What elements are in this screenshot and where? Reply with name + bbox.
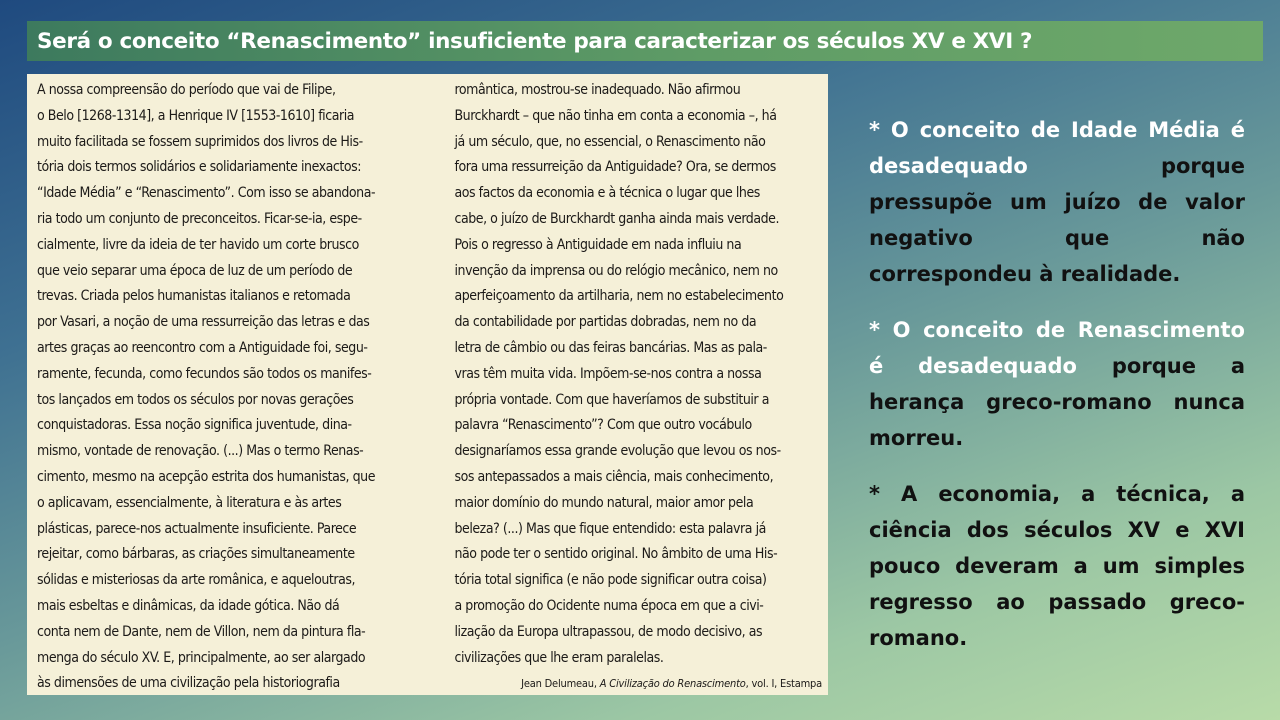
bullet-text: * A economia, a técnica, a: [869, 482, 1245, 506]
bullet-line: [869, 512, 1245, 548]
excerpt-line: tos lançados em todos os séculos por novas gerações: [37, 391, 354, 408]
citation-work: A Civilização do Renascimento: [599, 677, 746, 691]
scanned-text-excerpt: [27, 74, 828, 695]
excerpt-line: palavra “Renascimento”? Com que outro vocábulo: [454, 417, 752, 434]
excerpt-line: fora uma ressurreição da Antiguidade? Ora, se dermos: [454, 159, 776, 176]
excerpt-line: conta nem de Dante, nem de Villon, nem da pintura fla-: [37, 623, 366, 640]
bullet-text: morreu.: [869, 426, 964, 450]
bullet-line: [869, 420, 1245, 456]
excerpt-line: conquistadoras. Essa noção significa juventude, dina-: [37, 417, 352, 434]
excerpt-line: a promoção do Ocidente numa época em que a civi-: [454, 597, 764, 614]
excerpt-right-column: [454, 78, 822, 695]
bullet-point: [869, 112, 1245, 292]
bullet-highlight-text: desadequado: [869, 154, 1028, 178]
excerpt-line: invenção da imprensa ou do relógio mecânico, nem no: [454, 262, 778, 279]
excerpt-line: que veio separar uma época de luz de um período de: [37, 262, 353, 279]
excerpt-line: ria todo um conjunto de preconceitos. Ficar-se-ia, espe-: [37, 210, 362, 227]
excerpt-line: civilizações que lhe eram paralelas.: [454, 649, 664, 666]
bullet-line: [869, 312, 1245, 348]
bullet-text: correspondeu à realidade.: [869, 262, 1181, 286]
excerpt-line: letra de câmbio ou das feiras bancárias. Mas as pala-: [454, 339, 767, 356]
excerpt-line: cialmente, livre da ideia de ter havido um corte brusco: [37, 236, 359, 253]
bullet-line: [869, 348, 1245, 384]
excerpt-line: rejeitar, como bárbaras, as criações simultaneamente: [37, 546, 355, 563]
excerpt-line: “Idade Média” e “Renascimento”. Com isso se abandona-: [37, 185, 376, 202]
bullet-line: [869, 112, 1245, 148]
excerpt-line: já um século, que, no essencial, o Renascimento não: [454, 133, 766, 150]
bullet-highlight-text: * O conceito de Renascimento: [869, 318, 1245, 342]
bullet-highlight-text: * O conceito de Idade Média é: [869, 118, 1245, 142]
bullet-point: [869, 476, 1245, 656]
slide-title: Será o conceito “Renascimento” insuficiente para caracterizar os séculos XV e XVI ?: [37, 28, 1033, 54]
bullet-text: regresso ao passado greco-: [869, 590, 1245, 614]
excerpt-line: muito facilitada se fossem suprimidos dos livros de His-: [37, 133, 363, 150]
bullet-points: [869, 112, 1245, 676]
bullet-text: pouco deveram a um simples: [869, 554, 1245, 578]
excerpt-line: não pode ter o sentido original. No âmbito de uma His-: [454, 546, 778, 563]
excerpt-line: romântica, mostrou-se inadequado. Não afirmou: [454, 82, 741, 98]
excerpt-left-column: [37, 78, 416, 695]
excerpt-line: artes graças ao reencontro com a Antiguidade foi, segu-: [37, 339, 368, 356]
excerpt-line: da contabilidade por partidas dobradas, nem no da: [454, 314, 757, 331]
excerpt-line: cimento, mesmo na acepção estrita dos humanistas, que: [37, 468, 376, 485]
bullet-line: [869, 476, 1245, 512]
bullet-text: porque: [1160, 154, 1245, 178]
excerpt-line: o Belo [1268-1314], a Henrique IV [1553-1610] ficaria: [37, 107, 355, 124]
excerpt-line: própria vontade. Com que haveríamos de substituir a: [454, 391, 769, 408]
excerpt-line: aperfeiçoamento da artilharia, nem no estabelecimento: [454, 288, 784, 305]
bullet-line: [869, 256, 1245, 292]
bullet-line: [869, 620, 1245, 656]
excerpt-line: mais esbeltas e dinâmicas, da idade gótica. Não dá: [37, 597, 340, 614]
bullet-highlight-text: é desadequado: [869, 354, 1077, 378]
excerpt-line: lização da Europa ultrapassou, de modo decisivo, as: [454, 623, 763, 640]
excerpt-line: maior domínio do mundo natural, maior amor pela: [454, 494, 754, 511]
excerpt-line: o aplicavam, essencialmente, à literatura e às artes: [37, 494, 342, 511]
bullet-point: [869, 312, 1245, 456]
bullet-line: [869, 220, 1245, 256]
excerpt-line: vras têm muita vida. Impõem-se-nos contra a nossa: [454, 365, 762, 382]
citation-publisher: , vol. I, Estampa: [745, 677, 822, 691]
excerpt-citation: [454, 673, 822, 695]
excerpt-line: tória total significa (e não pode significar outra coisa): [454, 572, 767, 589]
excerpt-line: designaríamos essa grande evolução que levou os nos-: [454, 443, 781, 460]
title-bar: [27, 21, 1263, 61]
excerpt-line: A nossa compreensão do período que vai de Filipe,: [37, 82, 336, 98]
bullet-text: herança greco-romano nunca: [869, 390, 1245, 414]
bullet-text: pressupõe um juízo de valor: [869, 190, 1245, 214]
bullet-text: porque a: [1111, 354, 1246, 378]
excerpt-line: sólidas e misteriosas da arte românica, e aqueloutras,: [37, 572, 355, 589]
excerpt-line: trevas. Criada pelos humanistas italianos e retomada: [37, 288, 351, 305]
citation-author: Jean Delumeau,: [521, 677, 600, 691]
excerpt-line: menga do século XV. E, principalmente, ao ser alargado: [37, 649, 366, 666]
excerpt-line: sos antepassados a mais ciência, mais conhecimento,: [454, 468, 774, 485]
excerpt-line: aos factos da economia e à técnica o lugar que lhes: [454, 185, 760, 202]
bullet-line: [869, 184, 1245, 220]
excerpt-line: ramente, fecunda, como fecundos são todos os manifes-: [37, 365, 372, 382]
excerpt-line: beleza? (...) Mas que fique entendido: esta palavra já: [454, 520, 766, 537]
excerpt-line: cabe, o juízo de Burckhardt ganha ainda mais verdade.: [454, 210, 780, 227]
excerpt-line: plásticas, parece-nos actualmente insuficiente. Parece: [37, 520, 357, 537]
bullet-line: [869, 384, 1245, 420]
excerpt-line: por Vasari, a noção de uma ressurreição das letras e das: [37, 314, 370, 331]
bullet-text: ciência dos séculos XV e XVI: [869, 518, 1245, 542]
bullet-text: negativo que não: [869, 226, 1245, 250]
bullet-line: [869, 584, 1245, 620]
bullet-line: [869, 548, 1245, 584]
excerpt-line: Burckhardt – que não tinha em conta a economia –, há: [454, 107, 777, 124]
bullet-line: [869, 148, 1245, 184]
bullet-text: romano.: [869, 626, 968, 650]
excerpt-line: às dimensões de uma civilização pela historiografia: [37, 675, 340, 692]
excerpt-line: Pois o regresso à Antiguidade em nada influiu na: [454, 236, 742, 253]
excerpt-line: mismo, vontade de renovação. (...) Mas o termo Renas-: [37, 443, 364, 460]
excerpt-line: tória dois termos solidários e solidariamente inexactos:: [37, 159, 362, 176]
